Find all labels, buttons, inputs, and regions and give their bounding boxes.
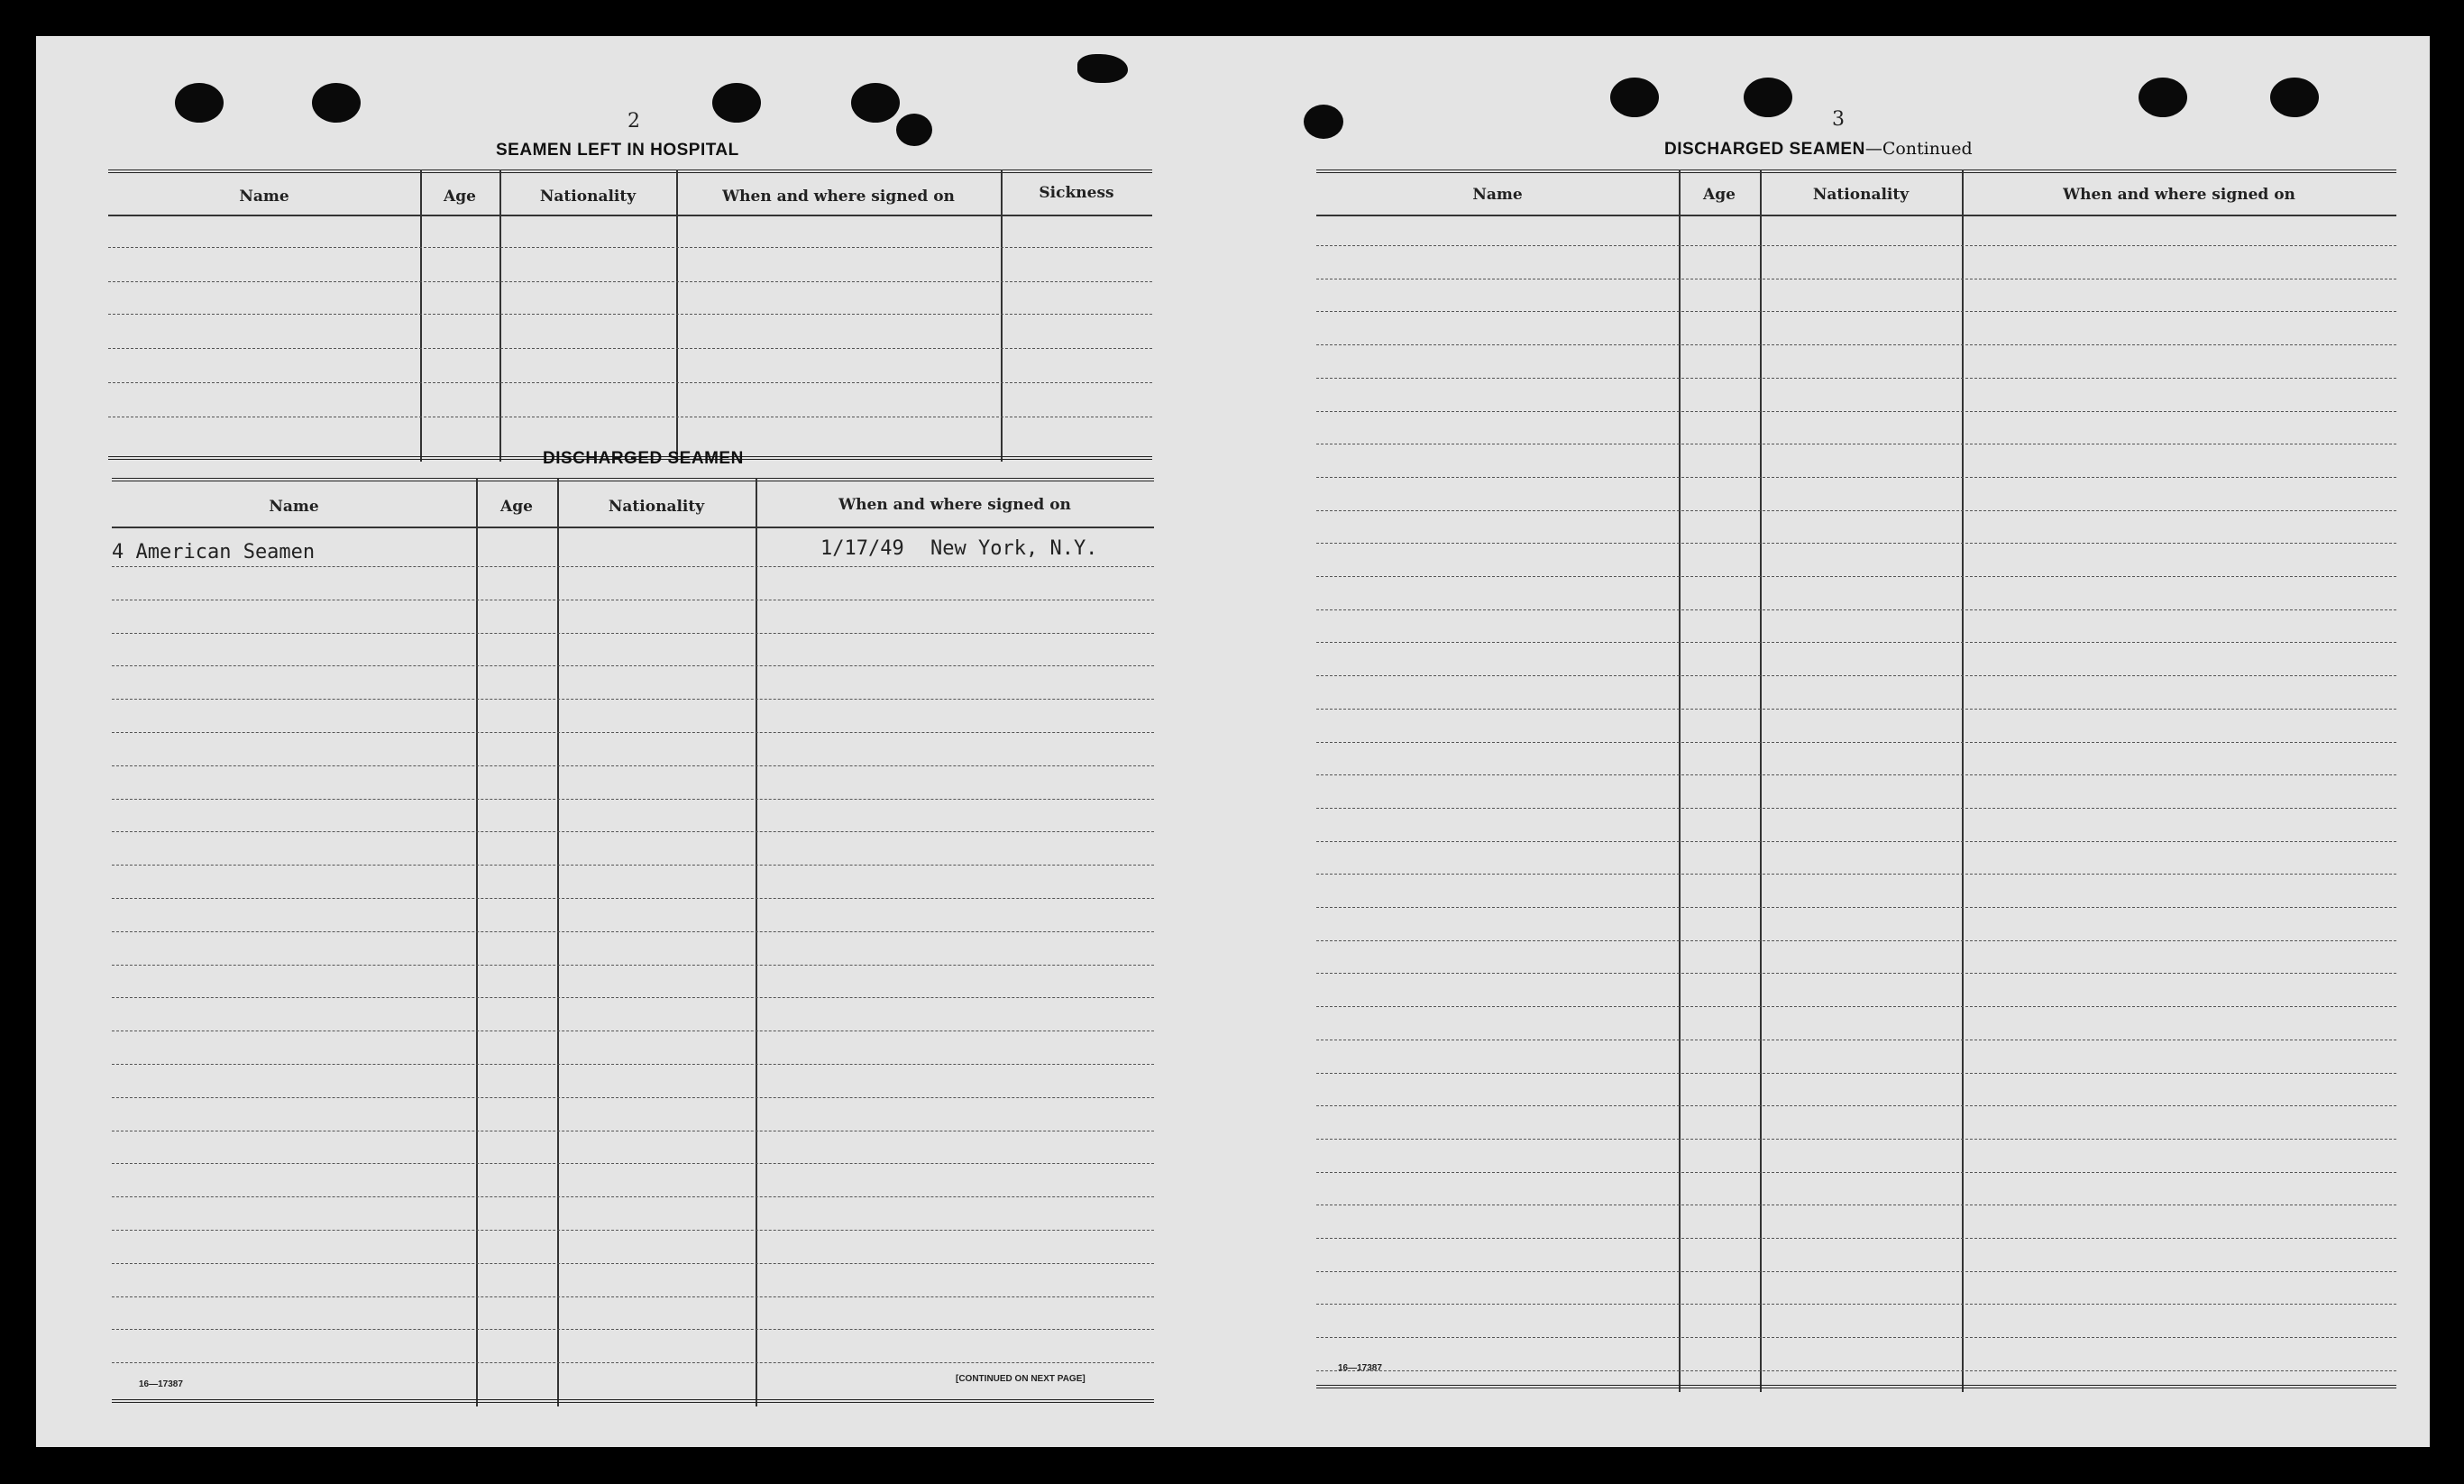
hospital-section-title: SEAMEN LEFT IN HOSPITAL — [496, 141, 739, 160]
row-line — [1316, 709, 2396, 710]
row-line — [112, 665, 1154, 666]
row-line — [112, 831, 1154, 832]
continued-col-name: Name — [1472, 186, 1523, 204]
discharged-table-bottom-rule — [112, 1399, 1154, 1403]
row-line — [1316, 973, 2396, 974]
row-line — [1316, 411, 2396, 412]
row-line — [1316, 907, 2396, 908]
punch-hole-6 — [1304, 105, 1343, 139]
row-line — [112, 1329, 1154, 1330]
punch-hole-8 — [1744, 78, 1792, 117]
row-line — [112, 1362, 1154, 1363]
row-line — [112, 699, 1154, 700]
row-line — [1316, 841, 2396, 842]
row-line — [1316, 1006, 2396, 1007]
row-line — [112, 1163, 1154, 1164]
punch-hole-7 — [1610, 78, 1659, 117]
punch-hole-2 — [312, 83, 361, 123]
row-line — [112, 1263, 1154, 1264]
form-number-right: 16—17387 — [1338, 1363, 1382, 1373]
row-line — [112, 1064, 1154, 1065]
discharged-col-age: Age — [500, 498, 533, 516]
hospital-col-divider-3 — [676, 169, 678, 462]
row-line — [1316, 477, 2396, 478]
row-line — [112, 765, 1154, 766]
row-line — [1316, 576, 2396, 577]
row-line — [1316, 774, 2396, 775]
row-line — [1316, 378, 2396, 379]
discharged-col-name: Name — [269, 498, 319, 516]
row-line — [1316, 344, 2396, 345]
document-sheet — [36, 36, 2430, 1447]
row-line — [1316, 1073, 2396, 1074]
row-line — [1316, 642, 2396, 643]
row-line — [1316, 1271, 2396, 1272]
hospital-col-age: Age — [444, 188, 476, 206]
row-line — [112, 931, 1154, 932]
continued-col-signed-on: When and where signed on — [2063, 186, 2295, 204]
page-number-right: 3 — [1832, 108, 1845, 131]
row-line — [112, 898, 1154, 899]
hospital-table-header-rule — [108, 215, 1152, 216]
row-line — [112, 633, 1154, 634]
row-line — [1316, 1304, 2396, 1305]
discharged-table — [112, 478, 1154, 1406]
ink-blot — [1077, 54, 1128, 83]
row-line — [1316, 543, 2396, 544]
row-line — [1316, 874, 2396, 875]
row-line — [1316, 1238, 2396, 1239]
row-line — [1316, 510, 2396, 511]
row-line — [112, 1097, 1154, 1098]
row-line — [112, 799, 1154, 800]
continued-note: [CONTINUED ON NEXT PAGE] — [956, 1374, 1085, 1384]
hospital-table-top-rule — [108, 169, 1152, 173]
row-line — [1316, 1172, 2396, 1173]
hospital-row-line — [108, 314, 1152, 315]
punch-hole-4 — [851, 83, 900, 123]
continued-suffix: —Continued — [1864, 139, 1973, 159]
punch-hole-9 — [2139, 78, 2187, 117]
hospital-row-line — [108, 382, 1152, 383]
row-line — [112, 1196, 1154, 1197]
punch-hole-5 — [896, 114, 932, 146]
continued-col-age: Age — [1703, 186, 1736, 204]
row-line — [1316, 1105, 2396, 1106]
hospital-col-divider-1 — [420, 169, 422, 462]
row-line — [112, 732, 1154, 733]
hospital-col-nationality: Nationality — [539, 188, 637, 206]
row-line — [112, 1296, 1154, 1297]
row-line — [1316, 1337, 2396, 1338]
hospital-row-line — [108, 348, 1152, 349]
discharged-continued-title — [1664, 139, 1973, 160]
punch-hole-1 — [175, 83, 224, 123]
hospital-col-name: Name — [239, 188, 289, 206]
row-line — [112, 566, 1154, 567]
discharged-row-lines — [112, 478, 1154, 1406]
continued-row-lines — [1316, 169, 2396, 1396]
row-line — [1316, 1370, 2396, 1371]
hospital-col-sickness: Sickness — [1039, 184, 1114, 202]
row-line — [112, 965, 1154, 966]
discharged-section-title: DISCHARGED SEAMEN — [543, 449, 744, 468]
row-line — [1316, 940, 2396, 941]
row-line — [1316, 1139, 2396, 1140]
row-line — [1316, 609, 2396, 610]
hospital-table — [108, 169, 1152, 467]
discharged-continued-title-text: DISCHARGED SEAMEN — [1664, 140, 1865, 159]
row-line — [1316, 808, 2396, 809]
row-line — [112, 865, 1154, 866]
row-line — [1316, 311, 2396, 312]
punch-hole-3 — [712, 83, 761, 123]
hospital-col-divider-2 — [499, 169, 501, 462]
row-line — [112, 1230, 1154, 1231]
discharged-col-nationality: Nationality — [608, 498, 705, 516]
continued-table-bottom-rule — [1316, 1385, 2396, 1388]
page-number-left: 2 — [627, 110, 640, 133]
discharged-entry-place: New York, N.Y. — [930, 537, 1098, 560]
hospital-row-line — [108, 247, 1152, 248]
row-line — [1316, 675, 2396, 676]
discharged-entry-name: 4 American Seamen — [112, 541, 316, 563]
row-line — [1316, 742, 2396, 743]
form-number-left: 16—17387 — [139, 1379, 183, 1389]
punch-hole-10 — [2270, 78, 2319, 117]
hospital-col-signed-on: When and where signed on — [722, 188, 955, 206]
continued-col-nationality: Nationality — [1812, 186, 1910, 204]
discharged-entry-date: 1/17/49 — [820, 537, 904, 560]
hospital-row-line — [108, 281, 1152, 282]
discharged-col-signed-on: When and where signed on — [838, 496, 1071, 514]
row-line — [112, 997, 1154, 998]
hospital-col-divider-4 — [1001, 169, 1003, 462]
row-line — [1316, 245, 2396, 246]
discharged-continued-table — [1316, 169, 2396, 1396]
